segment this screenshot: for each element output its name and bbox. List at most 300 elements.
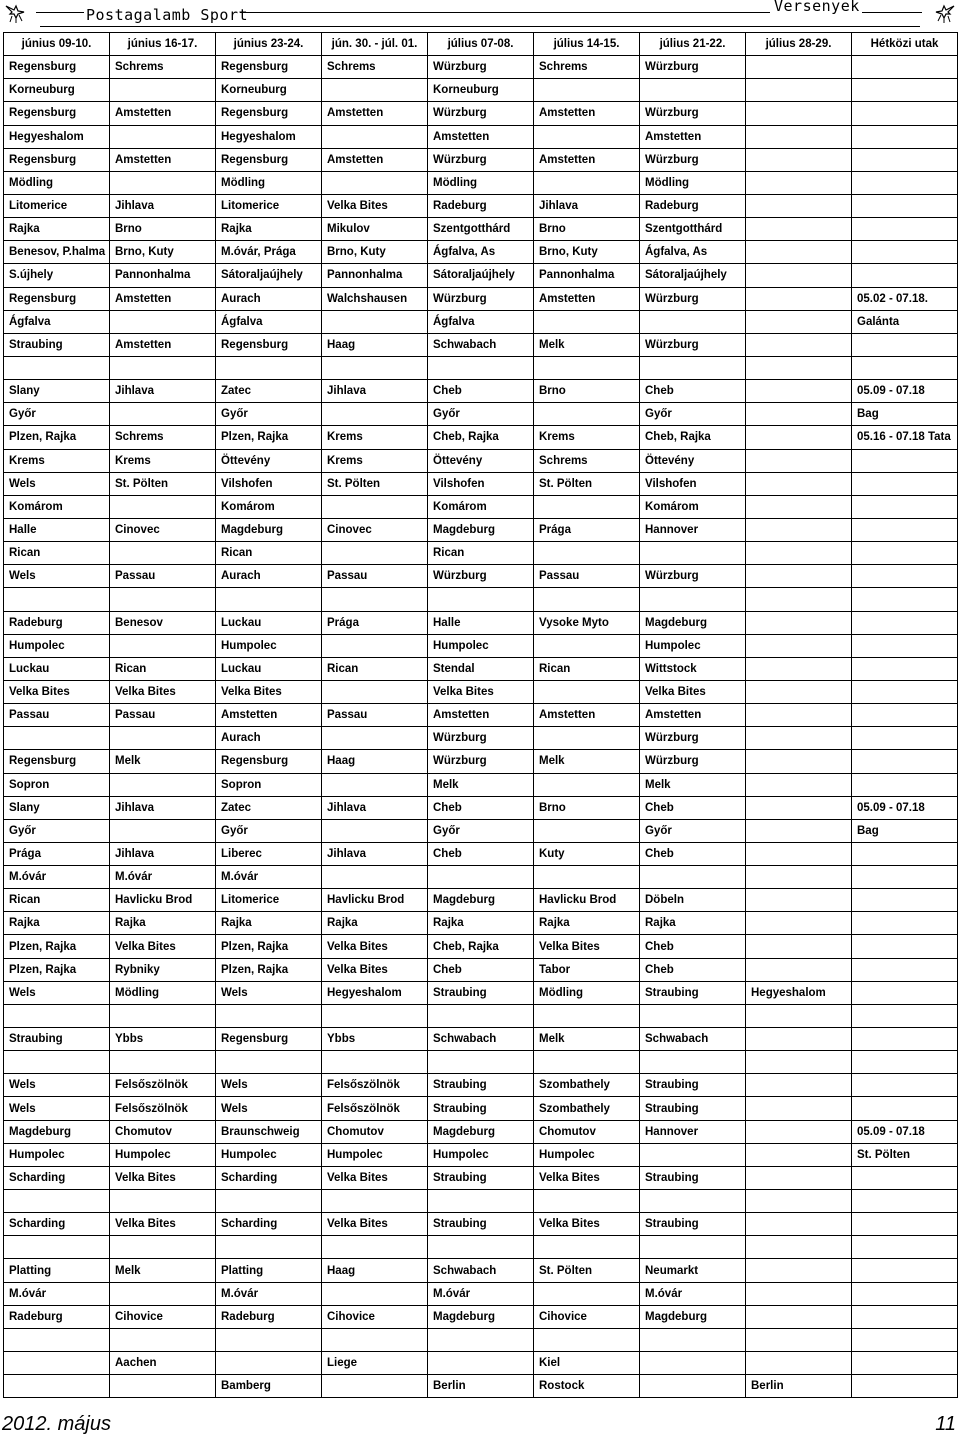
table-cell: Radeburg	[640, 194, 746, 217]
table-cell	[110, 356, 216, 379]
table-cell	[746, 1097, 852, 1120]
table-cell	[110, 588, 216, 611]
table-cell	[428, 356, 534, 379]
table-cell: Regensburg	[216, 56, 322, 79]
table-cell: Jihlava	[110, 194, 216, 217]
table-cell	[746, 1051, 852, 1074]
table-cell: Brno, Kuty	[322, 241, 428, 264]
table-cell	[640, 866, 746, 889]
table-cell	[534, 495, 640, 518]
table-cell	[852, 218, 958, 241]
table-cell: Regensburg	[216, 148, 322, 171]
table-cell: Liege	[322, 1352, 428, 1375]
table-cell	[322, 403, 428, 426]
table-cell	[746, 403, 852, 426]
table-row	[4, 565, 958, 588]
table-cell	[322, 1282, 428, 1305]
table-cell	[216, 1328, 322, 1351]
table-cell: Prága	[534, 518, 640, 541]
table-cell	[746, 518, 852, 541]
table-cell	[534, 125, 640, 148]
table-cell: Cheb	[428, 958, 534, 981]
table-cell	[322, 171, 428, 194]
table-cell: Plzen, Rajka	[4, 426, 110, 449]
table-cell	[852, 611, 958, 634]
table-cell: Würzburg	[428, 287, 534, 310]
table-cell: Havlicku Brod	[322, 889, 428, 912]
table-cell: M.óvár	[428, 1282, 534, 1305]
table-cell: Mödling	[534, 981, 640, 1004]
table-cell: Rajka	[322, 912, 428, 935]
table-row	[4, 1190, 958, 1213]
table-cell	[428, 1236, 534, 1259]
table-cell: Velka Bites	[640, 680, 746, 703]
table-row	[4, 241, 958, 264]
table-cell	[216, 588, 322, 611]
table-cell: Bamberg	[216, 1375, 322, 1398]
table-cell	[852, 1352, 958, 1375]
table-row	[4, 680, 958, 703]
table-cell: Krems	[534, 426, 640, 449]
table-cell	[746, 194, 852, 217]
table-cell: Amstetten	[428, 704, 534, 727]
table-cell: Jihlava	[322, 380, 428, 403]
table-cell	[534, 542, 640, 565]
table-cell	[110, 773, 216, 796]
table-cell: Regensburg	[4, 148, 110, 171]
table-cell	[534, 310, 640, 333]
table-cell	[534, 1282, 640, 1305]
table-cell: Hegyeshalom	[4, 125, 110, 148]
table-cell: Zatec	[216, 796, 322, 819]
table-cell	[110, 403, 216, 426]
table-cell: Amstetten	[534, 102, 640, 125]
table-cell: Győr	[216, 403, 322, 426]
table-cell	[534, 819, 640, 842]
table-row	[4, 611, 958, 634]
table-cell	[640, 79, 746, 102]
table-cell: Straubing	[428, 1074, 534, 1097]
table-cell	[534, 356, 640, 379]
table-cell: Melk	[640, 773, 746, 796]
page-number: 11	[935, 1413, 956, 1435]
table-cell: Chomutov	[322, 1120, 428, 1143]
table-cell: Mikulov	[322, 218, 428, 241]
table-cell	[534, 171, 640, 194]
table-cell	[534, 634, 640, 657]
table-row	[4, 935, 958, 958]
table-cell: Rican	[4, 542, 110, 565]
table-cell	[746, 704, 852, 727]
table-cell	[852, 750, 958, 773]
table-cell: Berlin	[428, 1375, 534, 1398]
table-cell: Schrems	[534, 56, 640, 79]
table-cell: Jihlava	[322, 842, 428, 865]
table-cell: Aurach	[216, 565, 322, 588]
table-cell: Felsőszölnök	[322, 1097, 428, 1120]
table-cell: Amstetten	[322, 102, 428, 125]
table-cell	[746, 56, 852, 79]
column-header: július 21-22.	[640, 33, 746, 56]
table-cell: Brno	[534, 380, 640, 403]
table-cell	[640, 1375, 746, 1398]
table-cell: Cheb	[640, 796, 746, 819]
table-cell	[428, 1051, 534, 1074]
table-cell	[4, 1328, 110, 1351]
table-cell	[216, 1236, 322, 1259]
table-cell	[746, 1074, 852, 1097]
table-cell	[852, 935, 958, 958]
table-cell	[852, 1004, 958, 1027]
table-cell	[534, 1004, 640, 1027]
table-cell: Magdeburg	[428, 518, 534, 541]
race-schedule-table	[3, 32, 958, 1398]
table-cell	[746, 426, 852, 449]
table-cell: Prága	[4, 842, 110, 865]
table-cell: Amstetten	[640, 125, 746, 148]
table-cell: Szentgotthárd	[640, 218, 746, 241]
page-header	[0, 0, 960, 32]
table-cell	[534, 403, 640, 426]
table-cell: Schwabach	[428, 1028, 534, 1051]
table-cell: Rican	[4, 889, 110, 912]
table-cell: Würzburg	[640, 287, 746, 310]
table-cell	[852, 1375, 958, 1398]
table-cell	[640, 1352, 746, 1375]
table-cell	[852, 1074, 958, 1097]
table-cell: M.óvár, Prága	[216, 241, 322, 264]
table-cell: Tabor	[534, 958, 640, 981]
table-cell: Győr	[4, 819, 110, 842]
table-cell	[746, 287, 852, 310]
table-cell: Humpolec	[216, 634, 322, 657]
table-cell: Korneuburg	[428, 79, 534, 102]
table-cell: Győr	[640, 819, 746, 842]
table-cell	[746, 241, 852, 264]
table-cell: Korneuburg	[216, 79, 322, 102]
table-cell: Amstetten	[110, 333, 216, 356]
table-cell	[216, 356, 322, 379]
table-cell: Pannonhalma	[322, 264, 428, 287]
table-cell: Brno	[534, 796, 640, 819]
table-cell: Ágfalva, As	[640, 241, 746, 264]
table-cell: Würzburg	[640, 750, 746, 773]
table-cell	[322, 1051, 428, 1074]
column-header: július 07-08.	[428, 33, 534, 56]
table-cell: Rican	[428, 542, 534, 565]
table-cell: Walchshausen	[322, 287, 428, 310]
table-cell: Schwabach	[428, 333, 534, 356]
table-cell: Melk	[428, 773, 534, 796]
table-cell: Regensburg	[4, 56, 110, 79]
table-cell	[852, 79, 958, 102]
table-cell: Rican	[110, 657, 216, 680]
header-rule	[862, 12, 922, 13]
table-cell: Würzburg	[640, 56, 746, 79]
table-cell: Straubing	[428, 1097, 534, 1120]
table-row	[4, 472, 958, 495]
table-cell	[428, 1190, 534, 1213]
table-cell: Rican	[322, 657, 428, 680]
table-row	[4, 958, 958, 981]
table-cell	[110, 1328, 216, 1351]
table-cell	[852, 981, 958, 1004]
table-cell	[322, 588, 428, 611]
table-cell: Krems	[322, 449, 428, 472]
table-cell: Scharding	[216, 1166, 322, 1189]
table-cell: 05.16 - 07.18 Tata	[852, 426, 958, 449]
table-cell: Magdeburg	[216, 518, 322, 541]
table-row	[4, 449, 958, 472]
section-title: Versenyek	[774, 0, 860, 15]
table-cell	[534, 79, 640, 102]
table-cell	[322, 727, 428, 750]
table-row	[4, 518, 958, 541]
table-cell: Straubing	[428, 981, 534, 1004]
table-cell	[322, 1190, 428, 1213]
table-row	[4, 56, 958, 79]
table-cell: Cheb, Rajka	[428, 426, 534, 449]
table-cell: M.óvár	[110, 866, 216, 889]
table-cell	[746, 1352, 852, 1375]
table-cell: M.óvár	[216, 1282, 322, 1305]
table-cell	[852, 657, 958, 680]
table-cell: Sátoraljaújhely	[640, 264, 746, 287]
table-cell	[746, 218, 852, 241]
table-cell: Zatec	[216, 380, 322, 403]
table-cell: Melk	[110, 1259, 216, 1282]
table-cell	[322, 1328, 428, 1351]
table-cell: Schwabach	[428, 1259, 534, 1282]
table-cell	[746, 472, 852, 495]
table-cell	[746, 1305, 852, 1328]
table-row	[4, 796, 958, 819]
table-cell	[746, 333, 852, 356]
table-cell	[746, 912, 852, 935]
table-cell: Passau	[4, 704, 110, 727]
table-cell	[746, 1236, 852, 1259]
table-cell: Öttevény	[640, 449, 746, 472]
table-cell	[746, 773, 852, 796]
table-cell	[746, 171, 852, 194]
table-cell: Velka Bites	[428, 680, 534, 703]
table-cell	[322, 495, 428, 518]
table-cell: Brno	[534, 218, 640, 241]
table-cell: Jihlava	[534, 194, 640, 217]
table-cell	[746, 102, 852, 125]
table-cell: Mödling	[4, 171, 110, 194]
table-cell	[852, 1282, 958, 1305]
table-cell: Litomerice	[216, 889, 322, 912]
table-row	[4, 1375, 958, 1398]
table-cell: Krems	[322, 426, 428, 449]
table-cell: Passau	[534, 565, 640, 588]
table-row	[4, 912, 958, 935]
table-row	[4, 588, 958, 611]
table-cell	[216, 1352, 322, 1375]
issue-date: 2012. május	[2, 1413, 111, 1435]
table-row	[4, 866, 958, 889]
table-cell: Győr	[428, 819, 534, 842]
table-cell: Cinovec	[110, 518, 216, 541]
table-cell	[4, 588, 110, 611]
table-cell: Győr	[640, 403, 746, 426]
table-cell: Luckau	[216, 611, 322, 634]
table-cell	[4, 1375, 110, 1398]
table-cell	[428, 1004, 534, 1027]
table-cell	[640, 1051, 746, 1074]
table-row	[4, 1143, 958, 1166]
table-cell	[746, 495, 852, 518]
table-cell: M.óvár	[4, 1282, 110, 1305]
table-cell	[640, 1190, 746, 1213]
table-cell	[852, 1213, 958, 1236]
table-cell	[852, 680, 958, 703]
table-cell: Scharding	[4, 1213, 110, 1236]
table-cell: Straubing	[640, 1166, 746, 1189]
table-cell	[746, 1120, 852, 1143]
table-cell: Humpolec	[4, 1143, 110, 1166]
table-cell: Komárom	[216, 495, 322, 518]
table-cell: Sopron	[216, 773, 322, 796]
table-cell: Radeburg	[4, 611, 110, 634]
table-row	[4, 773, 958, 796]
table-cell: Straubing	[428, 1213, 534, 1236]
table-cell: Humpolec	[428, 634, 534, 657]
table-cell: Vilshofen	[640, 472, 746, 495]
column-header: július 28-29.	[746, 33, 852, 56]
table-cell	[428, 866, 534, 889]
table-cell: Benesov	[110, 611, 216, 634]
table-cell: Humpolec	[640, 634, 746, 657]
table-cell	[852, 542, 958, 565]
table-cell	[746, 1282, 852, 1305]
table-cell: Cihovice	[322, 1305, 428, 1328]
table-cell	[110, 727, 216, 750]
table-cell	[322, 773, 428, 796]
table-cell: Cheb	[428, 380, 534, 403]
table-cell	[746, 380, 852, 403]
table-cell	[110, 1282, 216, 1305]
table-cell: Cihovice	[534, 1305, 640, 1328]
table-cell: Plzen, Rajka	[4, 958, 110, 981]
table-cell: Passau	[322, 704, 428, 727]
table-cell	[852, 866, 958, 889]
table-cell: Chomutov	[110, 1120, 216, 1143]
table-cell	[428, 1352, 534, 1375]
table-cell: Würzburg	[428, 56, 534, 79]
table-row	[4, 634, 958, 657]
table-row	[4, 1259, 958, 1282]
table-row	[4, 380, 958, 403]
table-cell: Cheb, Rajka	[640, 426, 746, 449]
table-cell	[852, 241, 958, 264]
table-cell	[216, 1051, 322, 1074]
table-cell	[640, 356, 746, 379]
table-row	[4, 1352, 958, 1375]
table-cell: Scharding	[216, 1213, 322, 1236]
table-cell: Hegyeshalom	[216, 125, 322, 148]
table-cell: Ybbs	[322, 1028, 428, 1051]
table-cell	[852, 912, 958, 935]
table-cell	[746, 449, 852, 472]
table-body	[4, 56, 958, 1398]
table-cell: Rajka	[640, 912, 746, 935]
table-cell	[428, 588, 534, 611]
table-cell	[4, 1051, 110, 1074]
table-cell: M.óvár	[4, 866, 110, 889]
table-row	[4, 1328, 958, 1351]
table-cell	[322, 356, 428, 379]
table-row	[4, 842, 958, 865]
table-row	[4, 727, 958, 750]
table-cell	[852, 1051, 958, 1074]
table-cell: Hegyeshalom	[746, 981, 852, 1004]
header-rule	[36, 12, 84, 13]
table-cell	[322, 1004, 428, 1027]
table-cell: Würzburg	[428, 727, 534, 750]
table-cell	[746, 796, 852, 819]
column-header: június 09-10.	[4, 33, 110, 56]
table-cell: Cheb	[640, 958, 746, 981]
table-cell: Velka Bites	[322, 1166, 428, 1189]
table-cell: Schrems	[110, 426, 216, 449]
table-cell: Ágfalva	[216, 310, 322, 333]
table-cell: Benesov, P.halma	[4, 241, 110, 264]
table-cell: St. Pölten	[534, 1259, 640, 1282]
table-cell: Öttevény	[428, 449, 534, 472]
table-cell: Wels	[4, 472, 110, 495]
table-cell: M.óvár	[216, 866, 322, 889]
table-cell: Halle	[4, 518, 110, 541]
table-cell: Öttevény	[216, 449, 322, 472]
table-cell	[216, 1004, 322, 1027]
table-cell: Velka Bites	[322, 935, 428, 958]
table-cell: Haag	[322, 750, 428, 773]
table-cell: Humpolec	[4, 634, 110, 657]
table-cell: Melk	[110, 750, 216, 773]
pigeon-icon	[932, 2, 956, 26]
table-cell: Würzburg	[428, 102, 534, 125]
table-cell: Rajka	[4, 218, 110, 241]
table-cell: Kiel	[534, 1352, 640, 1375]
table-cell: Melk	[534, 333, 640, 356]
table-cell	[746, 1143, 852, 1166]
table-cell	[322, 634, 428, 657]
table-cell: Cihovice	[110, 1305, 216, 1328]
table-cell	[852, 472, 958, 495]
table-cell	[322, 680, 428, 703]
table-cell: Ybbs	[110, 1028, 216, 1051]
table-cell	[746, 1190, 852, 1213]
publication-title: Postagalamb Sport	[86, 6, 249, 24]
table-cell	[852, 704, 958, 727]
table-row	[4, 310, 958, 333]
table-cell: 05.02 - 07.18.	[852, 287, 958, 310]
table-cell: Radeburg	[428, 194, 534, 217]
table-row	[4, 287, 958, 310]
table-cell	[640, 588, 746, 611]
table-cell: Velka Bites	[322, 958, 428, 981]
table-cell	[746, 889, 852, 912]
table-cell: Humpolec	[216, 1143, 322, 1166]
table-cell: Döbeln	[640, 889, 746, 912]
table-cell: Magdeburg	[428, 1120, 534, 1143]
table-cell: Wels	[216, 1074, 322, 1097]
table-row	[4, 102, 958, 125]
table-cell	[110, 634, 216, 657]
table-cell	[852, 125, 958, 148]
